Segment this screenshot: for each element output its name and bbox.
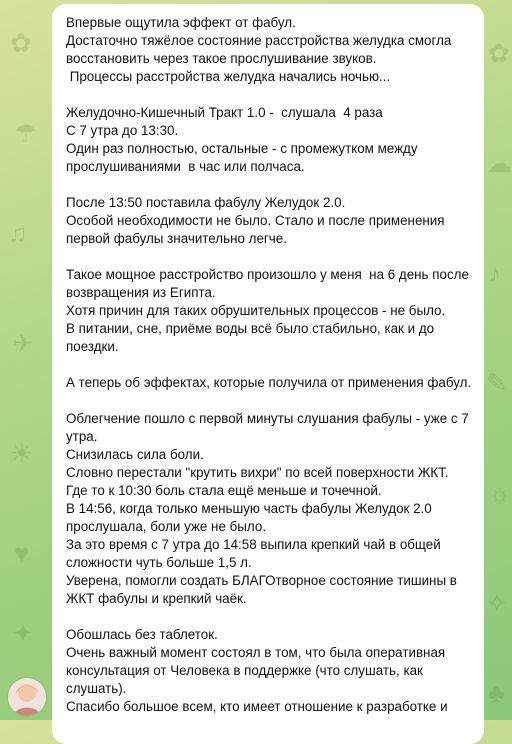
message-line: Словно перестали "крутить вихри" по всей поверхности ЖКТ. <box>66 465 449 480</box>
message-line: сложности чуть больше 1,5 л. <box>66 555 252 570</box>
doodle-icon: ☂ <box>14 118 38 148</box>
message-line: Хотя причин для таких обрушительных процессов - не было. <box>66 303 446 318</box>
message-line: возвращения из Египта. <box>66 285 216 300</box>
message-line: Желудочно-Кишечный Тракт 1.0 - слушала 4 раза <box>66 105 383 120</box>
message-line <box>66 392 472 410</box>
doodle-icon: ☁ <box>486 148 512 178</box>
doodle-icon: ✿ <box>488 38 510 68</box>
doodle-icon: ☀ <box>10 438 34 468</box>
message-line: ЖКТ фабулы и крепкий чаёк. <box>66 591 247 606</box>
doodle-icon: ✿ <box>10 28 32 58</box>
message-line: В питании, сне, приёме воды всё было стабильно, как и до <box>66 321 435 336</box>
message-line: прослушиваниями в час или полчаса. <box>66 159 305 174</box>
message-line: поездки. <box>66 339 119 354</box>
message-line: Впервые ощутила эффект от фабул. <box>66 15 296 30</box>
message-line: В 14:56, когда только меньшую часть фабулы Желудок 2.0 <box>66 501 432 516</box>
message-line: Где то к 10:30 боль стала ещё меньше и точечной. <box>66 483 382 498</box>
message-line: С 7 утра до 13:30. <box>66 123 179 138</box>
doodle-icon: ✎ <box>486 368 508 398</box>
message-line: Снизилась сила боли. <box>66 447 204 462</box>
message-line <box>66 176 472 194</box>
doodle-icon: ♣ <box>488 678 506 708</box>
message-line: восстановить через такое прослушивание звуков. <box>66 51 377 66</box>
message-bubble[interactable] <box>52 4 484 744</box>
doodle-icon: ♥ <box>14 538 30 568</box>
message-line: Особой необходимости не было. Стало и после применения <box>66 213 445 228</box>
doodle-icon: ♪ <box>488 258 501 288</box>
message-line: После 13:50 поставила фабулу Желудок 2.0. <box>66 195 346 210</box>
message-line: Облегчение пошло с первой минуты слушания фабулы - уже с 7 <box>66 411 469 426</box>
doodle-icon: ☼ <box>488 478 512 508</box>
message-text <box>66 14 472 716</box>
message-line: Спасибо большое всем, кто имеет отношение к разработке и <box>66 699 448 714</box>
message-line <box>66 86 472 104</box>
message-line: А теперь об эффектах, которые получила от применения фабул. <box>66 375 472 390</box>
message-line: Очень важный момент состоял в том, что была оперативная <box>66 645 446 660</box>
message-line: Такое мощное расстройство произошло у меня на 6 день после <box>66 267 469 282</box>
doodle-icon: ✧ <box>486 588 508 618</box>
message-line <box>66 356 472 374</box>
message-line: Процессы расстройства желудка начались ночью... <box>66 69 391 84</box>
message-line <box>66 608 472 626</box>
message-line: Достаточно тяжёлое состояние расстройства желудка смогла <box>66 33 452 48</box>
doodle-icon: ♫ <box>8 218 28 248</box>
message-line: утра. <box>66 429 98 444</box>
message-line: Уверена, помогли создать БЛАГОтворное состояние тишины в <box>66 573 457 588</box>
doodle-icon: ✦ <box>12 618 34 648</box>
message-line <box>66 248 472 266</box>
sender-avatar[interactable] <box>8 678 46 716</box>
doodle-icon: ✈ <box>12 328 34 358</box>
message-line: первой фабулы значительно легче. <box>66 231 287 246</box>
message-line: прослушала, боли уже не было. <box>66 519 267 534</box>
message-line: За это время с 7 утра до 14:58 выпила крепкий чай в общей <box>66 537 441 552</box>
message-line: консультация от Человека в поддержке (что слушать, как <box>66 663 423 678</box>
message-line: Один раз полностью, остальные - с промежутком между <box>66 141 418 156</box>
avatar-image <box>8 678 46 716</box>
message-line: Обошлась без таблеток. <box>66 627 218 642</box>
message-line: слушать). <box>66 681 127 696</box>
